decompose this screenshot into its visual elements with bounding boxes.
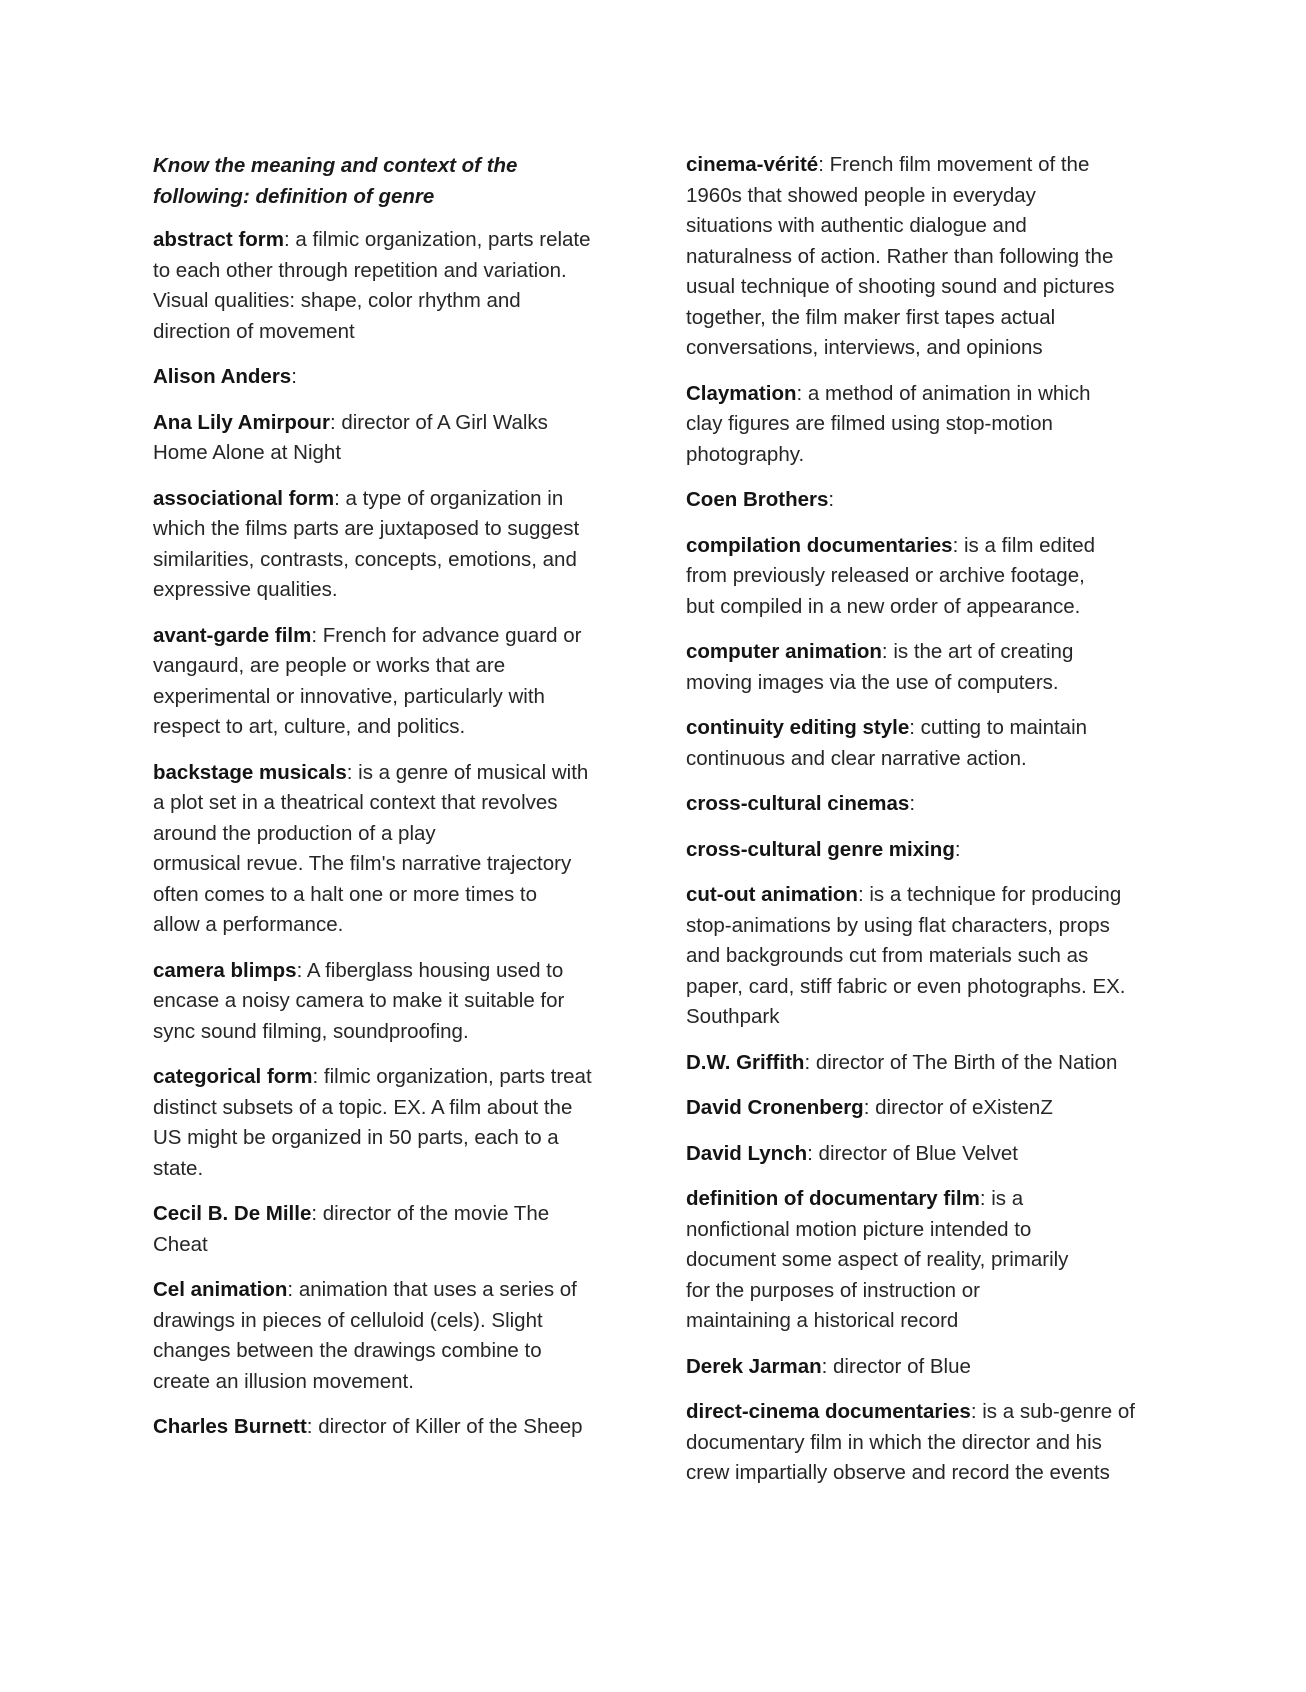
glossary-definition: is a sub-genre of documentary film in which the director and his crew impartially observe and record the events bbox=[686, 1400, 1135, 1484]
glossary-entry bbox=[153, 362, 623, 393]
glossary-definition: is a film edited from previously released or archive footage, but compiled in a new order of appearance. bbox=[686, 533, 1095, 618]
glossary-definition: is the art of creating moving images via the use of computers. bbox=[686, 640, 1074, 694]
term-separator: : bbox=[291, 365, 297, 388]
glossary-entry bbox=[153, 1062, 623, 1184]
glossary-definition: director of Killer of the Sheep bbox=[318, 1415, 583, 1438]
glossary-definition: is a nonfictional motion picture intended to document some aspect of reality, primarily for the purposes of instruction or maintaining a historical record bbox=[686, 1187, 1069, 1332]
glossary-term: Charles Burnett bbox=[153, 1415, 307, 1438]
term-separator: : bbox=[311, 623, 323, 647]
term-separator: : bbox=[828, 488, 835, 511]
glossary-entry bbox=[686, 637, 1156, 698]
glossary-entry bbox=[153, 956, 623, 1048]
term-separator: : bbox=[881, 640, 894, 663]
term-separator: : bbox=[311, 1202, 323, 1225]
glossary-entry bbox=[686, 835, 1156, 866]
term-separator: : bbox=[909, 716, 921, 739]
term-separator: : bbox=[284, 228, 296, 251]
glossary-entry bbox=[153, 621, 623, 743]
glossary-term: computer animation bbox=[686, 640, 882, 663]
term-separator: : bbox=[804, 1050, 816, 1074]
glossary-definition: is a genre of musical with a plot set in a theatrical context that revolves around the production of a play ormusical revue. The film's narrative trajectory often comes to a halt one or more times to allow a performance. bbox=[153, 760, 589, 936]
glossary-term: David Cronenberg bbox=[686, 1096, 864, 1119]
glossary-entry bbox=[686, 789, 1156, 820]
glossary-entry bbox=[153, 758, 623, 941]
glossary-term: avant-garde film bbox=[153, 623, 312, 647]
glossary-definition: a filmic organization, parts relate to each other through repetition and variation. Visual qualities: shape, color rhythm and direction of movement bbox=[153, 228, 591, 343]
glossary-definition: French for advance guard or vangaurd, are people or works that are experimental or innovative, particularly with respect to art, culture, and politics. bbox=[153, 623, 582, 738]
term-separator: : bbox=[807, 1141, 819, 1165]
glossary-entry bbox=[153, 225, 623, 347]
glossary-entry bbox=[686, 880, 1156, 1033]
glossary-definition: director of The Birth of the Nation bbox=[815, 1050, 1118, 1074]
glossary-term: cross-cultural genre mixing bbox=[686, 837, 955, 861]
term-separator: : bbox=[312, 1065, 324, 1088]
glossary-term: Cel animation bbox=[153, 1278, 288, 1301]
term-separator: : bbox=[818, 153, 830, 176]
glossary-definition: director of A Girl Walks Home Alone at Night bbox=[153, 410, 548, 464]
glossary-term: definition of documentary film bbox=[686, 1187, 980, 1210]
term-separator: : bbox=[954, 837, 961, 861]
glossary-definition: director of eXistenZ bbox=[875, 1096, 1053, 1119]
glossary-term: categorical form bbox=[153, 1065, 313, 1088]
glossary-term: D.W. Griffith bbox=[686, 1050, 805, 1074]
right-entries bbox=[686, 150, 1156, 1489]
glossary-definition: French film movement of the 1960s that showed people in everyday situations with authentic dialogue and naturalness of action. Rather than following the usual technique of shooting sound and pictures together, the film maker first tapes actual conversations, interviews, and opinions bbox=[686, 153, 1115, 359]
glossary-entry bbox=[153, 1412, 623, 1443]
glossary-entry bbox=[686, 150, 1156, 364]
glossary-term: cross-cultural cinemas bbox=[686, 792, 910, 815]
term-separator: : bbox=[796, 381, 808, 405]
section-heading: Know the meaning and context of the following: definition of genre bbox=[153, 154, 518, 208]
glossary-definition: director of Blue Velvet bbox=[818, 1141, 1018, 1165]
glossary-entry bbox=[686, 1184, 1156, 1337]
term-separator: : bbox=[909, 792, 916, 815]
left-entries bbox=[153, 225, 623, 1443]
glossary-entry bbox=[686, 1352, 1156, 1383]
glossary-term: Alison Anders bbox=[153, 365, 292, 388]
glossary-term: backstage musicals bbox=[153, 760, 347, 784]
glossary-term: Derek Jarman bbox=[686, 1354, 822, 1378]
glossary-term: direct-cinema documentaries bbox=[686, 1400, 971, 1423]
glossary-entry bbox=[686, 713, 1156, 774]
glossary-term: cut-out animation bbox=[686, 883, 858, 906]
term-separator: : bbox=[287, 1278, 299, 1301]
glossary-entry bbox=[686, 1397, 1156, 1489]
glossary-term: Cecil B. De Mille bbox=[153, 1202, 312, 1225]
term-separator: : bbox=[821, 1354, 834, 1378]
glossary-term: continuity editing style bbox=[686, 716, 910, 739]
term-separator: : bbox=[952, 533, 964, 557]
term-separator: : bbox=[857, 883, 870, 906]
glossary-definition: director of the movie The Cheat bbox=[153, 1202, 550, 1256]
term-separator: : bbox=[863, 1096, 876, 1119]
glossary-definition: cutting to maintain continuous and clear narrative action. bbox=[686, 716, 1088, 770]
glossary-definition: filmic organization, parts treat distinct subsets of a topic. EX. A film about the US might be organized in 50 parts, each to a state. bbox=[153, 1065, 592, 1180]
glossary-term: abstract form bbox=[153, 228, 285, 251]
glossary-term: cinema-vérité bbox=[686, 153, 819, 176]
term-separator: : bbox=[296, 958, 307, 982]
left-column bbox=[153, 150, 623, 1458]
glossary-entry bbox=[686, 531, 1156, 623]
term-separator: : bbox=[346, 760, 359, 784]
term-separator: : bbox=[306, 1415, 319, 1438]
glossary-definition: A fiberglass housing used to encase a noisy camera to make it suitable for sync sound filming, soundproofing. bbox=[153, 958, 565, 1043]
term-separator: : bbox=[979, 1187, 992, 1210]
glossary-definition: animation that uses a series of drawings in pieces of celluloid (cels). Slight changes between the drawings combine to create an illusion movement. bbox=[153, 1278, 577, 1393]
glossary-term: Coen Brothers bbox=[686, 488, 829, 511]
glossary-entry bbox=[686, 379, 1156, 471]
term-separator: : bbox=[970, 1400, 983, 1423]
glossary-term: camera blimps bbox=[153, 958, 297, 982]
term-separator: : bbox=[329, 410, 342, 434]
glossary-definition: a type of organization in which the films parts are juxtaposed to suggest similarities, contrasts, concepts, emotions, and expressive qualities. bbox=[153, 486, 580, 601]
glossary-definition: a method of animation in which clay figures are filmed using stop-motion photography. bbox=[686, 381, 1091, 466]
glossary-definition: is a technique for producing stop-animations by using flat characters, props and backgrounds cut from materials such as paper, card, stiff fabric or even photographs. EX. Southpark bbox=[686, 883, 1126, 1028]
glossary-term: Claymation bbox=[686, 381, 797, 405]
glossary-entry bbox=[153, 1199, 623, 1260]
glossary-term: associational form bbox=[153, 486, 335, 510]
glossary-entry bbox=[686, 1093, 1156, 1124]
glossary-entry bbox=[153, 408, 623, 469]
glossary-entry bbox=[686, 485, 1156, 516]
glossary-term: Ana Lily Amirpour bbox=[153, 410, 330, 434]
glossary-term: David Lynch bbox=[686, 1141, 808, 1165]
glossary-entry bbox=[686, 1048, 1156, 1079]
right-column bbox=[686, 150, 1156, 1504]
glossary-entry bbox=[686, 1139, 1156, 1170]
glossary-definition: director of Blue bbox=[833, 1354, 971, 1378]
glossary-term: compilation documentaries bbox=[686, 533, 953, 557]
glossary-entry bbox=[153, 1275, 623, 1397]
glossary-entry bbox=[153, 484, 623, 606]
term-separator: : bbox=[334, 486, 346, 510]
